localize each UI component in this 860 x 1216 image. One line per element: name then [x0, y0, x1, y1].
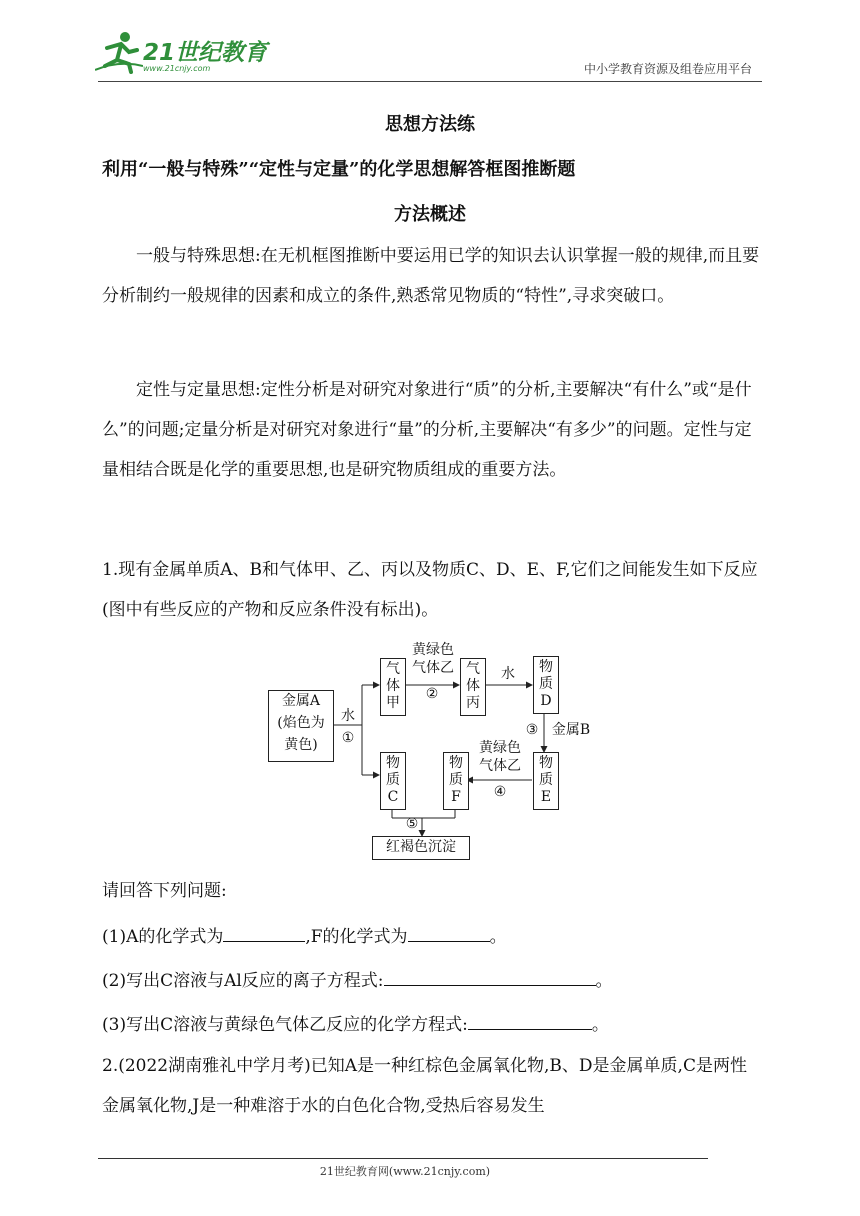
- page-subtitle: 利用“一般与特殊”“定性与定量”的化学思想解答框图推断题: [102, 159, 576, 180]
- label-step-2: ②: [425, 686, 439, 702]
- logo-url: www.21cnjy.com: [143, 64, 211, 73]
- answer-blank[interactable]: [384, 967, 596, 986]
- label-step-3: ③: [525, 722, 539, 738]
- page-title: 思想方法练: [385, 114, 475, 135]
- sub-question-text: 。: [489, 927, 507, 947]
- box-label: 物: [539, 755, 553, 771]
- box-red-brown-precipitate: [372, 836, 470, 860]
- box-label: 质: [386, 772, 400, 788]
- sub-question-text: (2)写出C溶液与Al反应的离子方程式:: [102, 971, 384, 991]
- box-label: 体: [386, 678, 400, 694]
- question-1-stem: [102, 550, 762, 630]
- answer-blank[interactable]: [468, 1011, 592, 1030]
- box-substance-c: [380, 752, 406, 810]
- box-label: 气: [386, 661, 400, 677]
- box-label: 气: [466, 661, 480, 677]
- box-metal-a: [268, 690, 334, 762]
- label-step-1: ①: [341, 730, 355, 746]
- sub-question-text: 。: [591, 1015, 609, 1035]
- box-label: D: [540, 693, 552, 709]
- section-title: 方法概述: [394, 204, 466, 225]
- sub-question-text: (1)A的化学式为: [102, 927, 224, 947]
- label-yellow-green: 黄绿色: [479, 740, 521, 756]
- header-slogan: 中小学教育资源及组卷应用平台: [583, 62, 752, 76]
- label-step-5: ⑤: [405, 816, 419, 832]
- box-gas-bing: [460, 658, 486, 716]
- footer-divider: [98, 1158, 708, 1159]
- box-label: 红褐色沉淀: [386, 839, 456, 855]
- runner-logo-icon: [95, 30, 143, 74]
- sub-question-text: 。: [595, 971, 613, 991]
- paragraph-text: 一般与特殊思想:在无机框图推断中要运用已学的知识去认识掌握一般的规律,而且要分析制约一般规律的因素和成立的条件,熟悉常见物质的“特性”,寻求突破口。: [102, 246, 760, 306]
- header-divider: [98, 81, 762, 82]
- reaction-flow-diagram: [262, 640, 602, 862]
- box-substance-f: [443, 752, 469, 810]
- answer-blank[interactable]: [223, 923, 305, 942]
- page-header: [0, 0, 860, 90]
- box-label: 物: [449, 755, 463, 771]
- label-step-4: ④: [493, 784, 507, 800]
- footer-text: 21世纪教育网(www.21cnjy.com): [319, 1165, 491, 1178]
- sub-question-text: (3)写出C溶液与黄绿色气体乙反应的化学方程式:: [102, 1015, 468, 1035]
- label-yellow-green: 黄绿色: [412, 642, 454, 658]
- sub-question-1: [102, 922, 507, 947]
- box-gas-jia: [380, 658, 406, 716]
- paragraph-general-special: [102, 236, 762, 316]
- box-label: E: [540, 789, 552, 805]
- box-label: 丙: [466, 695, 480, 711]
- box-substance-e: [533, 752, 559, 810]
- label-water: 水: [501, 666, 515, 682]
- box-substance-d: [533, 656, 559, 714]
- answer-blank[interactable]: [408, 923, 490, 942]
- box-label: 质: [539, 676, 553, 692]
- box-label: 质: [449, 772, 463, 788]
- box-label: 物: [386, 755, 400, 771]
- question-2-stem: [102, 1046, 762, 1126]
- box-label: 黄色): [284, 737, 318, 753]
- paragraph-text: 定性与定量思想:定性分析是对研究对象进行“质”的分析,主要解决“有什么”或“是什么”的问题;定量分析是对研究对象进行“量”的分析,主要解决“有多少”的问题。定性与定量相结合既是化学的重要思想,也是研究物质组成的重要方法。: [102, 380, 752, 480]
- label-water: 水: [341, 708, 355, 724]
- label-gas-yi: 气体乙: [479, 758, 521, 774]
- box-label: 体: [466, 678, 480, 694]
- label-gas-yi: 气体乙: [412, 660, 454, 676]
- box-label: (焰色为: [277, 715, 325, 731]
- box-label: 金属A: [281, 693, 321, 709]
- sub-question-3: [102, 1010, 609, 1035]
- question-text: 1.现有金属单质A、B和气体甲、乙、丙以及物质C、D、E、F,它们之间能发生如下反应(图中有些反应的产物和反应条件没有标出)。: [102, 560, 758, 620]
- logo-text: 21世纪教育: [143, 40, 268, 66]
- box-label: 甲: [386, 695, 400, 711]
- logo: [95, 30, 268, 80]
- question-text: 2.(2022湖南雅礼中学月考)已知A是一种红棕色金属氧化物,B、D是金属单质,C是两性金属氧化物,J是一种难溶于水的白色化合物,受热后容易发生: [102, 1056, 747, 1116]
- box-label: 物: [539, 659, 553, 675]
- box-label: C: [387, 789, 399, 805]
- label-metal-b: 金属B: [551, 722, 591, 738]
- sub-question-2: [102, 966, 613, 991]
- sub-question-text: ,F的化学式为: [305, 927, 408, 947]
- box-label: 质: [539, 772, 553, 788]
- question-prompt: 请回答下列问题:: [102, 881, 227, 901]
- paragraph-qualitative-quantitative: [102, 370, 762, 490]
- box-label: F: [451, 789, 461, 805]
